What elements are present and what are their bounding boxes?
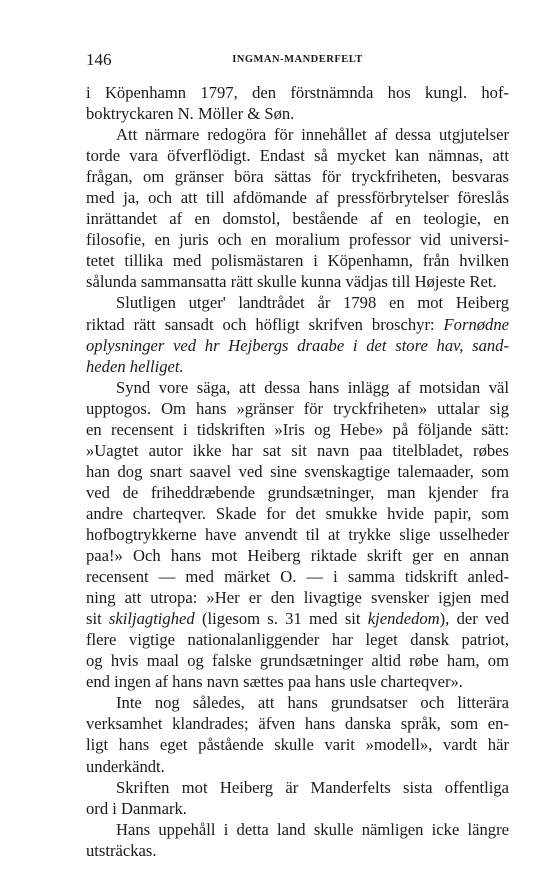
text-line (86, 314, 509, 335)
text-run: recensent — med märket O. — i samma tidskrift anled- (86, 567, 509, 587)
text-run: hofbogtrykkerne have anvendt til at trykke slige usselheder (86, 524, 509, 544)
text-line (86, 377, 509, 398)
text-run: (ligesom s. 31 med sit (194, 609, 368, 629)
text-line (86, 798, 509, 819)
text-run: riktad rätt sansadt och höfligt skrifven broschyr: (86, 314, 444, 334)
text-run: og hvis maal og falske grundsætninger altid røbe ham, om (86, 651, 509, 671)
text-run: andre charteqver. Skade for det smukke hvide papir, som (86, 503, 509, 523)
italic-text-run: Fornødne (443, 314, 509, 334)
paragraph (86, 819, 509, 861)
text-line (86, 82, 509, 103)
text-run: torde vara öfverflödigt. Endast så mycket kan nämnas, att (86, 146, 509, 166)
text-run: ord i Danmark. (86, 798, 187, 818)
text-run: filosofie, en juris och en moralium professor vid universi- (86, 230, 509, 250)
text-run: boktryckaren N. Möller & Søn. (86, 104, 295, 124)
paragraph (86, 82, 509, 124)
text-line (86, 608, 509, 629)
text-run: ), der ved (439, 609, 509, 629)
running-head: INGMAN-MANDERFELT (232, 54, 363, 65)
italic-text-run: oplysninger ved hr Hejbergs draabe i det store hav, sand- (86, 335, 509, 355)
text-line (86, 124, 509, 145)
text-line (86, 461, 509, 482)
text-run: Slutligen utger' landtrådet år 1798 en mot Heiberg (116, 293, 509, 313)
text-run: Synd vore säga, att dessa hans inlägg af motsidan väl (116, 377, 509, 397)
text-line (86, 208, 509, 229)
text-line (86, 229, 509, 250)
paragraph (86, 777, 509, 819)
text-line (86, 671, 509, 692)
text-run: verksamhet klandrades; äfven hans danska språk, som en- (86, 714, 509, 734)
text-line (86, 166, 509, 187)
paragraph (86, 377, 509, 693)
text-run: Hans uppehåll i detta land skulle nämligen icke längre (116, 819, 509, 839)
text-line (86, 419, 509, 440)
text-line (86, 398, 509, 419)
text-line (86, 335, 509, 356)
text-line (86, 187, 509, 208)
text-line (86, 524, 509, 545)
text-run: i Köpenhamn 1797, den förstnämnda hos kungl. hof- (86, 83, 509, 102)
text-run: ning att utropa: »Her er den livagtige svensker igjen med (86, 588, 509, 608)
text-run: »Uagtet autor ikke har sat sit navn paa titelbladet, røbes (86, 440, 509, 460)
text-line (86, 650, 509, 671)
text-run: frågan, om gränser böra sättas för tryckfriheten, besvaras (86, 167, 509, 187)
text-run: ved de friheddræbende grundsætninger, man kjender fra (86, 482, 509, 502)
text-run: flere vigtige nationalanliggender har leget dansk patriot, (86, 630, 509, 650)
text-run: sit (86, 609, 109, 629)
text-line (86, 250, 509, 271)
text-run: tetet tillika med polismästaren i Köpenhamn, från hvilken (86, 251, 509, 271)
text-line (86, 103, 509, 124)
text-run: Skriften mot Heiberg är Manderfelts sista offentliga (116, 777, 509, 797)
text-line (86, 292, 509, 313)
text-run: en recensent i tidskriften »Iris og Hebe» på följande sätt: (86, 419, 509, 439)
text-run: ligt hans eget påstående skulle varit »modell», vardt här (86, 735, 509, 755)
text-line (86, 587, 509, 608)
text-run: underkändt. (86, 756, 165, 776)
text-line (86, 271, 509, 292)
italic-text-run: heden helliget. (86, 356, 184, 376)
text-run: han dog snart saavel ved sine svenskagtige talemaader, som (86, 461, 509, 481)
text-line (86, 692, 509, 713)
text-line (86, 482, 509, 503)
text-line (86, 840, 509, 861)
text-line (86, 629, 509, 650)
paragraph (86, 692, 509, 776)
book-page (86, 48, 509, 861)
body-text (86, 82, 509, 861)
italic-text-run: kjendedom (367, 609, 440, 629)
text-line (86, 545, 509, 566)
text-run: paa!» Och hans mot Heiberg riktade skrift ger en annan (86, 546, 509, 566)
text-line (86, 566, 509, 587)
text-run: inrättandet af en domstol, bestående af en teologie, en (86, 209, 509, 229)
text-line (86, 819, 509, 840)
italic-text-run: skiljagtighed (108, 609, 195, 629)
text-line (86, 356, 509, 377)
text-line (86, 734, 509, 755)
text-run: sålunda sammansatta rätt skulle kunna vädjas till Højeste Ret. (86, 272, 497, 292)
text-line (86, 145, 509, 166)
text-run: utsträckas. (86, 840, 157, 860)
text-line (86, 440, 509, 461)
text-run: Att närmare redogöra för innehållet af dessa utgjutelser (116, 125, 509, 145)
text-run: end ingen af hans navn sættes paa hans usle charteqver». (86, 672, 463, 692)
text-run: med ja, och att till afdömande af pressförbrytelser föreslås (86, 188, 509, 208)
text-run: Inte nog således, att hans grundsatser och litterära (116, 693, 509, 713)
text-run: upptogos. Om hans »gränser för tryckfriheten» uttalar sig (86, 398, 509, 418)
paragraph (86, 292, 509, 376)
text-line (86, 777, 509, 798)
text-line (86, 713, 509, 734)
text-line (86, 503, 509, 524)
paragraph (86, 124, 509, 292)
page-number: 146 (86, 50, 112, 69)
text-line (86, 756, 509, 777)
page-header (86, 48, 509, 74)
